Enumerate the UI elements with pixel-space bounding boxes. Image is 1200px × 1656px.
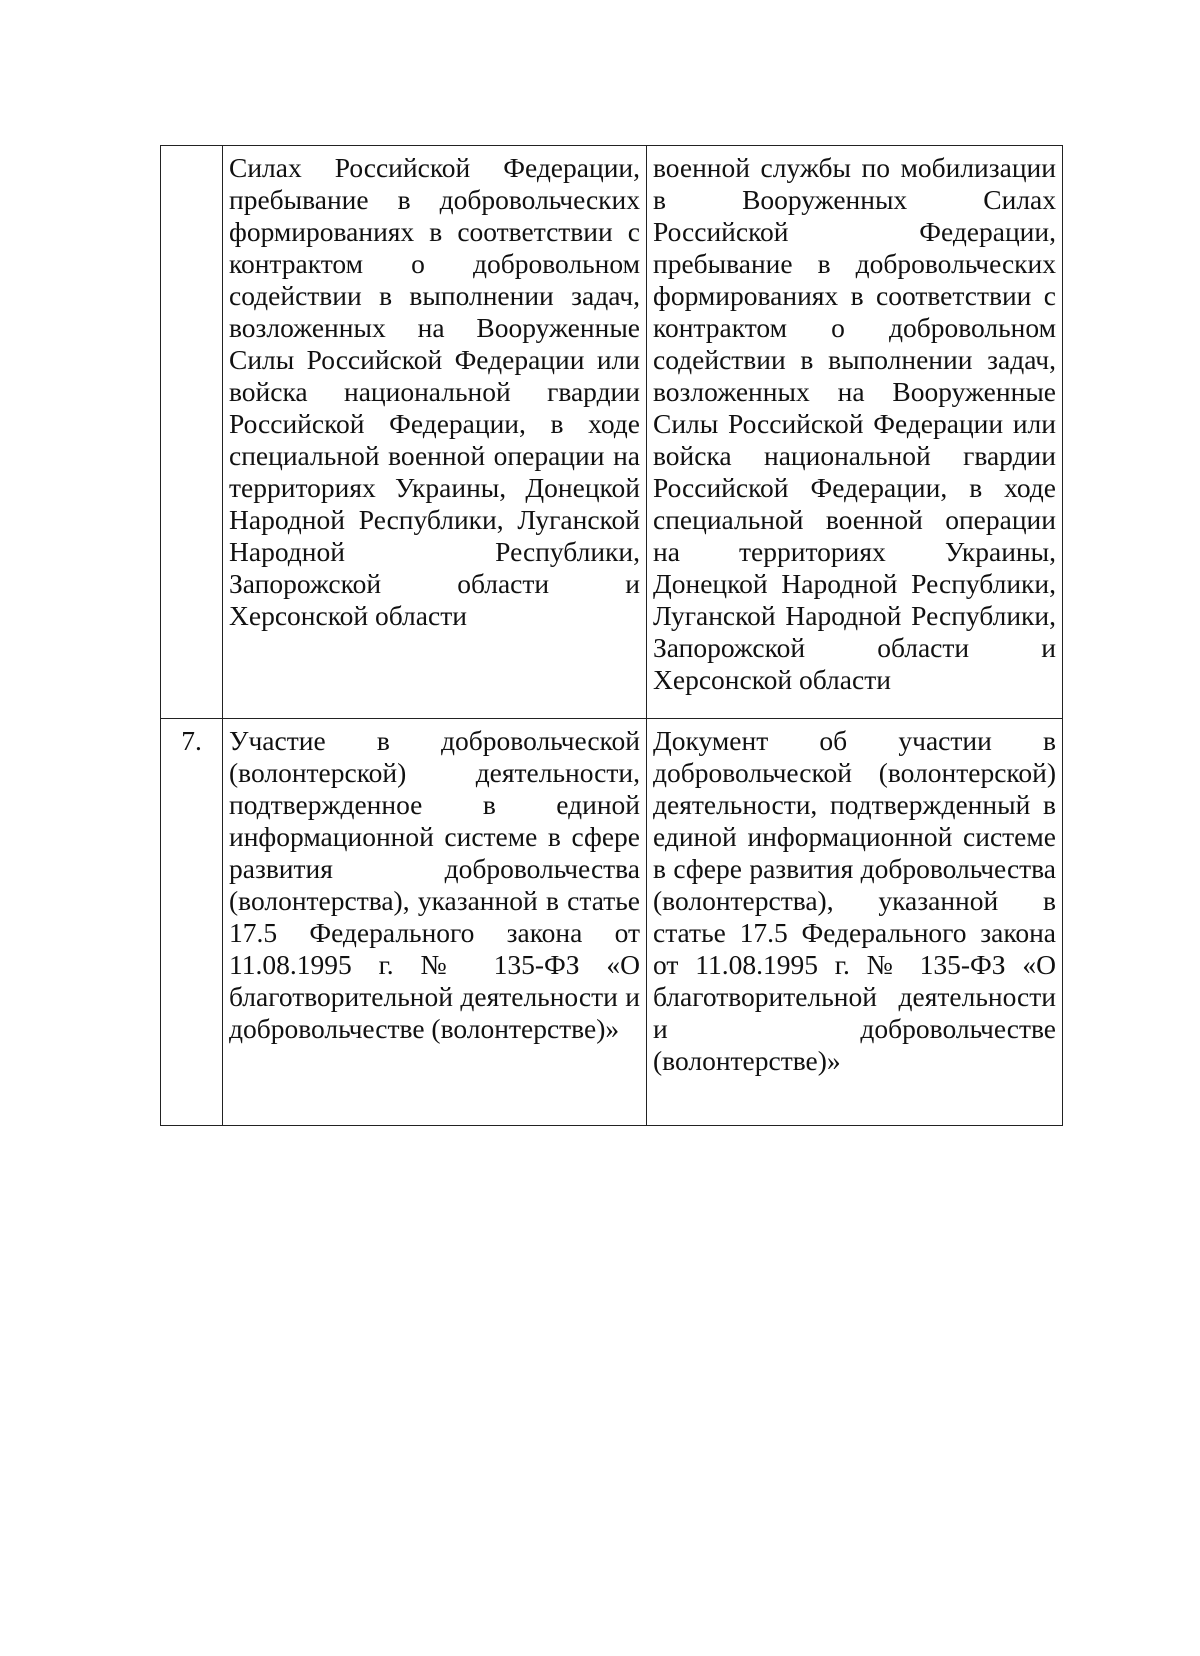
- condition-cell: Силах Российской Федерации, пребывание в добровольческих формированиях в соответствии с контрактом о добровольном содействии в выполнении задач, возложенных на Вооруженные Силы Российской Федерации или войска национальной гвардии Российской Федерации, в ходе специальной военной операции на территориях Украины, Донецкой Народной Республики, Луганской Народной Республики, Запорожской области и Херсонской области: [223, 146, 647, 719]
- condition-cell: Участие в добровольческой (волонтерской) деятельности, подтвержденное в единой информационной системе в сфере развития добровольчества (волонтерства), указанной в статье 17.5 Федерального закона от 11.08.1995 г. № 135-ФЗ «О благотворительной деятельности и добровольчестве (волонтерстве)»: [223, 719, 647, 1126]
- table-row: [161, 719, 1063, 1126]
- table-row: [161, 146, 1063, 719]
- row-number: [161, 146, 223, 719]
- document-cell: Документ об участии в добровольческой (волонтерской) деятельности, подтвержденный в единой информационной системе в сфере развития добровольчества (волонтерства), указанной в статье 17.5 Федерального закона от 11.08.1995 г. № 135-ФЗ «О благотворительной деятельности и добровольчестве (волонтерстве)»: [647, 719, 1063, 1126]
- document-cell: военной службы по мобилизации в Вооруженных Силах Российской Федерации, пребывание в добровольческих формированиях в соответствии с контрактом о добровольном содействии в выполнении задач, возложенных на Вооруженные Силы Российской Федерации или войска национальной гвардии Российской Федерации, в ходе специальной военной операции на территориях Украины, Донецкой Народной Республики, Луганской Народной Республики, Запорожской области и Херсонской области: [647, 146, 1063, 719]
- row-number: 7.: [161, 719, 223, 1126]
- document-table: [160, 145, 1063, 1126]
